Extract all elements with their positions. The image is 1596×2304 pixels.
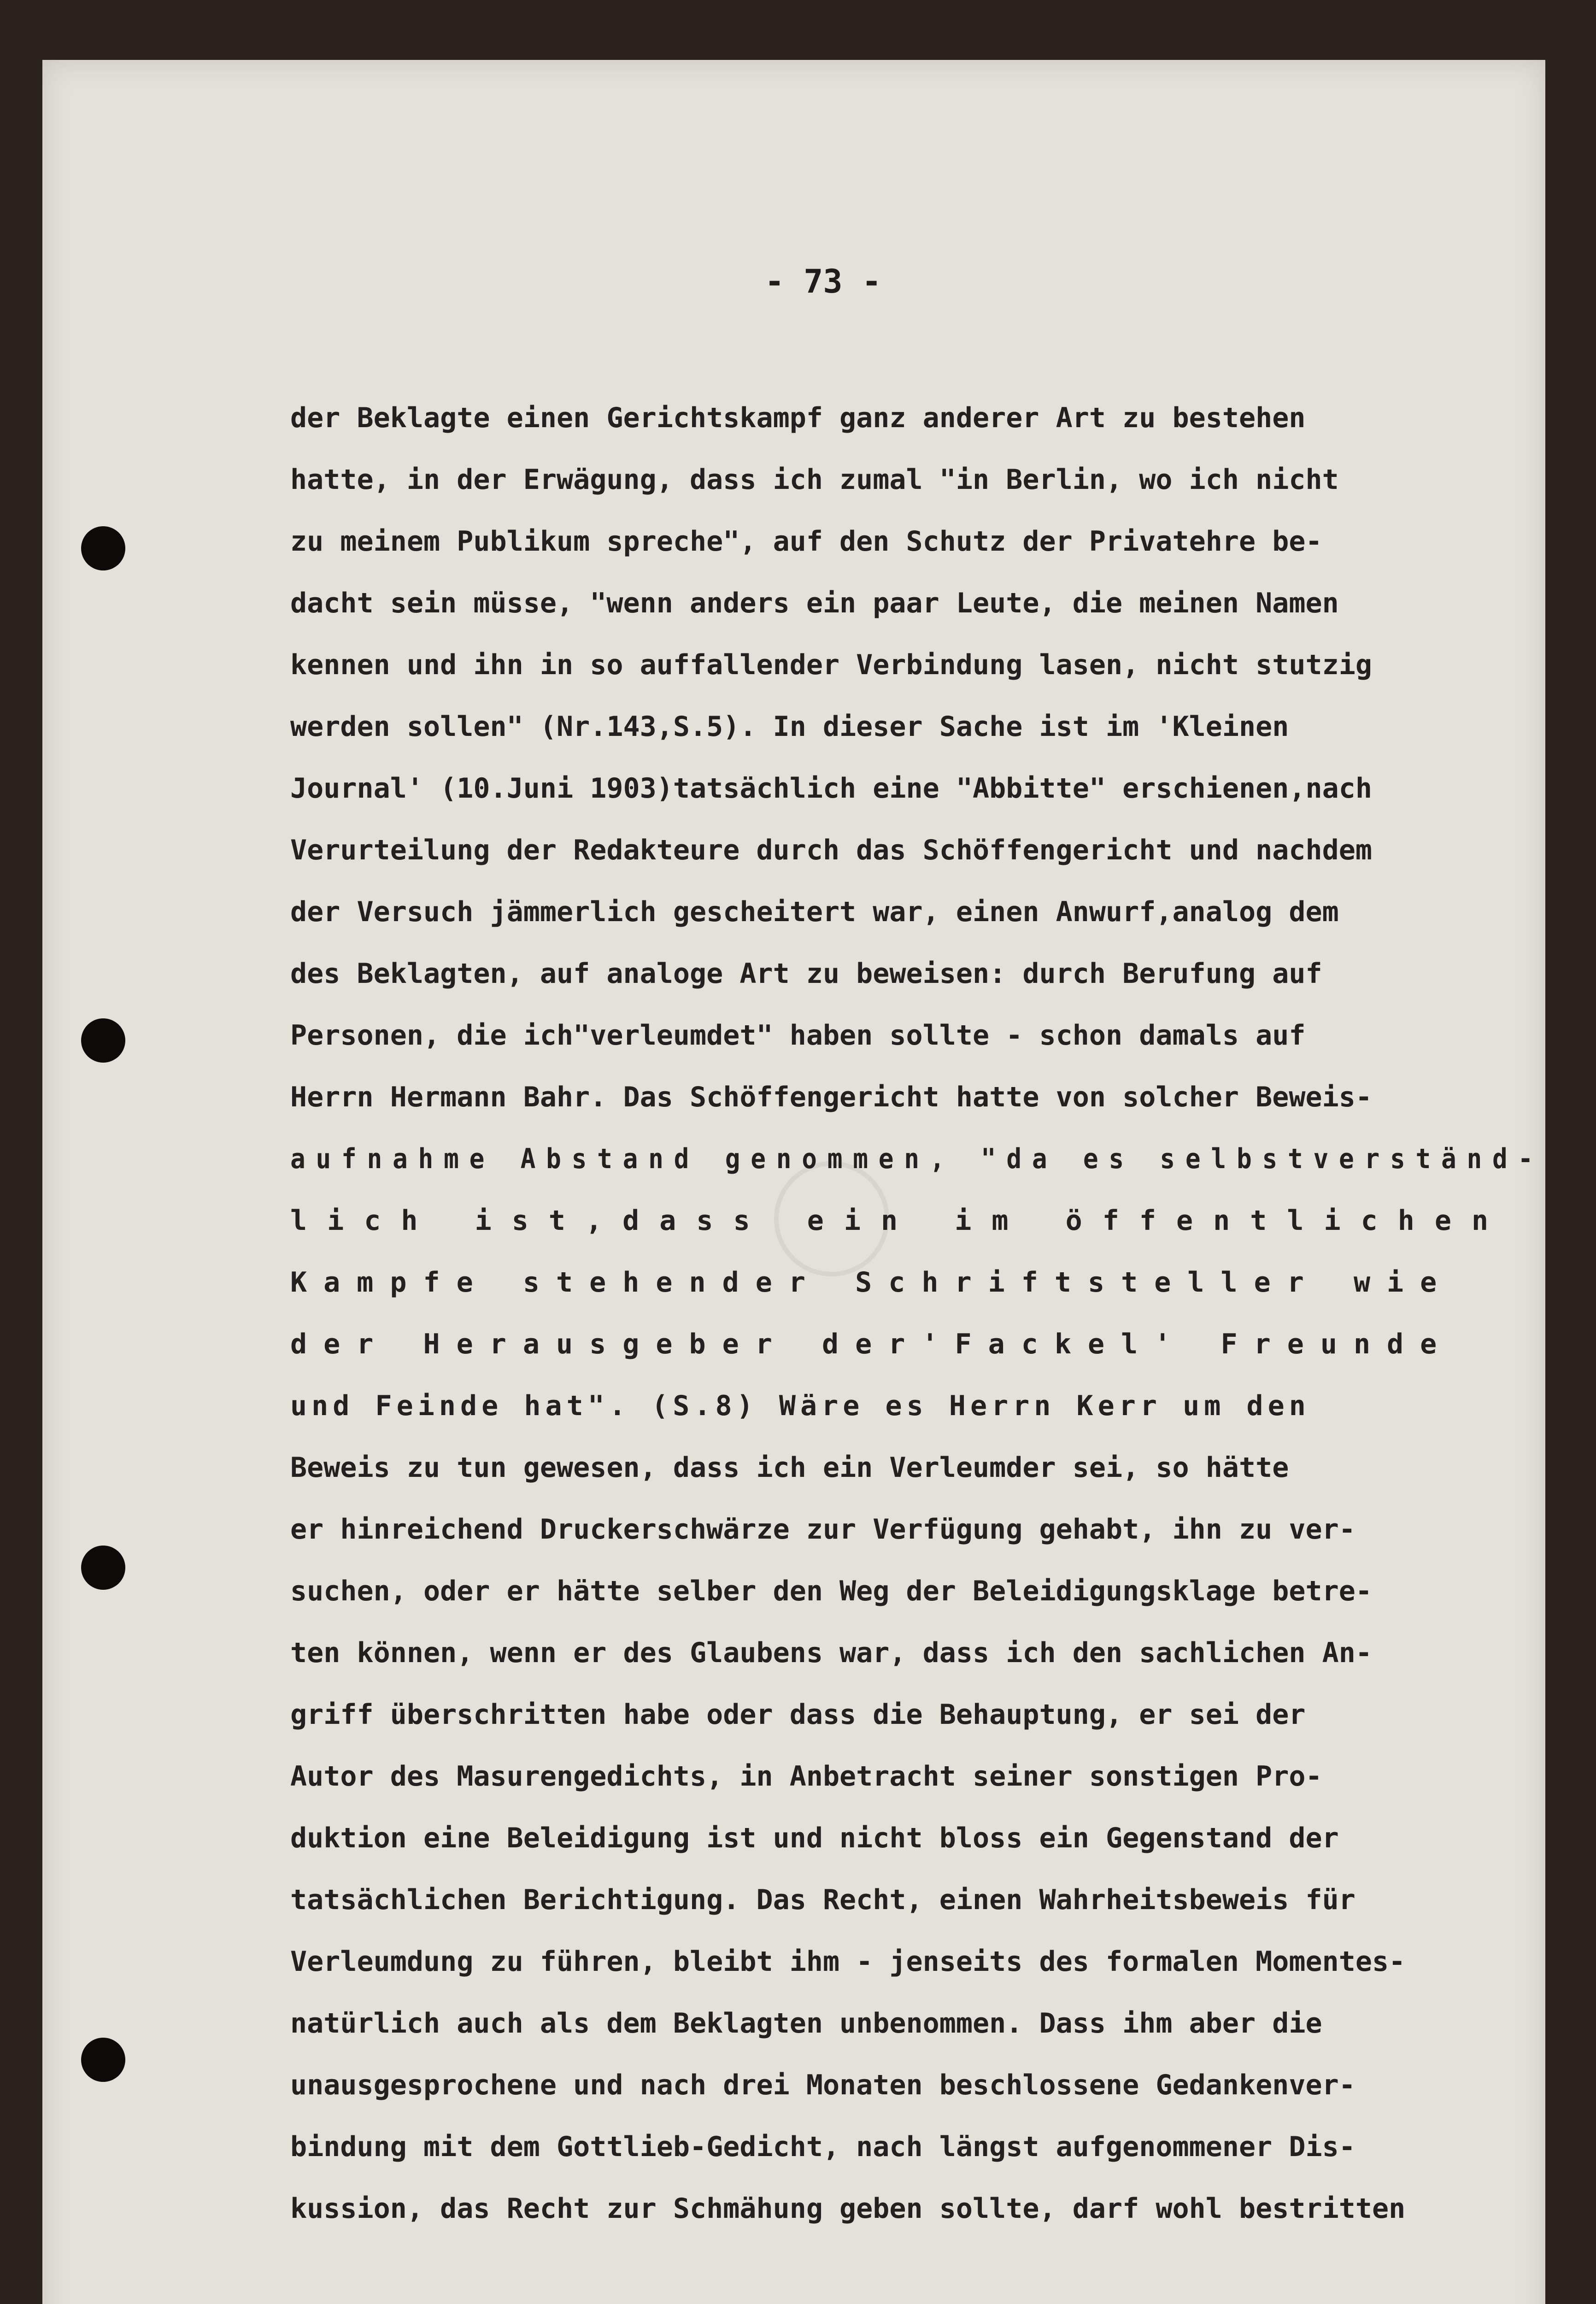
text-line: der Versuch jämmerlich gescheitert war, einen Anwurf,analog dem xyxy=(290,896,1339,928)
text-line: dacht sein müsse, "wenn anders ein paar Leute, die meinen Namen xyxy=(290,587,1339,619)
text-line: suchen, oder er hätte selber den Weg der Beleidigungsklage betre- xyxy=(290,1575,1372,1607)
text-line: Autor des Masurengedichts, in Anbetracht seiner sonstigen Pro- xyxy=(290,1760,1322,1793)
text-line: hatte, in der Erwägung, dass ich zumal "in Berlin, wo ich nicht xyxy=(290,464,1339,496)
text-line: Journal' (10.Juni 1903)tatsächlich eine "Abbitte" erschienen,nach xyxy=(290,772,1372,805)
text-line: Beweis zu tun gewesen, dass ich ein Verleumder sei, so hätte xyxy=(290,1452,1289,1484)
text-line: Verleumdung zu führen, bleibt ihm - jenseits des formalen Momentes- xyxy=(290,1945,1406,1978)
spaced-text-line: Kampfe stehender Schriftsteller wie xyxy=(290,1266,1454,1299)
text-line: Herrn Hermann Bahr. Das Schöffengericht hatte von solcher Beweis- xyxy=(290,1081,1372,1113)
text-line: kennen und ihn in so auffallender Verbindung lasen, nicht stutzig xyxy=(290,649,1372,681)
text-line: unausgesprochene und nach drei Monaten beschlossene Gedankenver- xyxy=(290,2069,1355,2101)
text-line: werden sollen" (Nr.143,S.5). In dieser Sache ist im 'Kleinen xyxy=(290,711,1289,743)
punch-hole xyxy=(81,526,125,570)
text-line: duktion eine Beleidigung ist und nicht bloss ein Gegenstand der xyxy=(290,1822,1339,1854)
punch-hole xyxy=(81,1546,125,1590)
text-line: bindung mit dem Gottlieb-Gedicht, nach längst aufgenommener Dis- xyxy=(290,2131,1355,2163)
text-line: Verurteilung der Redakteure durch das Schöffengericht und nachdem xyxy=(290,834,1372,866)
page-number: - 73 - xyxy=(765,263,881,300)
spaced-text-line: lich ist,dass ein im öffentlichen xyxy=(290,1205,1509,1237)
text-line: und Feinde hat". (S.8) Wäre es Herrn Kerr um den xyxy=(290,1390,1310,1422)
typewritten-body xyxy=(290,387,1543,2239)
spaced-text-line: der Herausgeber der'Fackel' Freunde xyxy=(290,1328,1454,1360)
text-line: griff überschritten habe oder dass die Behauptung, er sei der xyxy=(290,1699,1306,1731)
text-line: der Beklagte einen Gerichtskampf ganz anderer Art zu bestehen xyxy=(290,402,1306,434)
text-line: tatsächlichen Berichtigung. Das Recht, einen Wahrheitsbeweis für xyxy=(290,1884,1355,1916)
text-line: zu meinem Publikum spreche", auf den Schutz der Privatehre be- xyxy=(290,525,1322,558)
text-line: kussion, das Recht zur Schmähung geben sollte, darf wohl bestritten xyxy=(290,2192,1406,2225)
spaced-text-line: aufnahme Abstand genommen, "da es selbstverständ- xyxy=(290,1143,1544,1175)
text-line: er hinreichend Druckerschwärze zur Verfügung gehabt, ihn zu ver- xyxy=(290,1513,1355,1546)
punch-hole xyxy=(81,1018,125,1063)
text-line: des Beklagten, auf analoge Art zu beweisen: durch Berufung auf xyxy=(290,958,1322,990)
punch-hole xyxy=(81,2038,125,2082)
text-line: Personen, die ich"verleumdet" haben sollte - schon damals auf xyxy=(290,1019,1306,1052)
text-line: ten können, wenn er des Glaubens war, dass ich den sachlichen An- xyxy=(290,1637,1372,1669)
text-line: natürlich auch als dem Beklagten unbenommen. Dass ihm aber die xyxy=(290,2007,1322,2040)
